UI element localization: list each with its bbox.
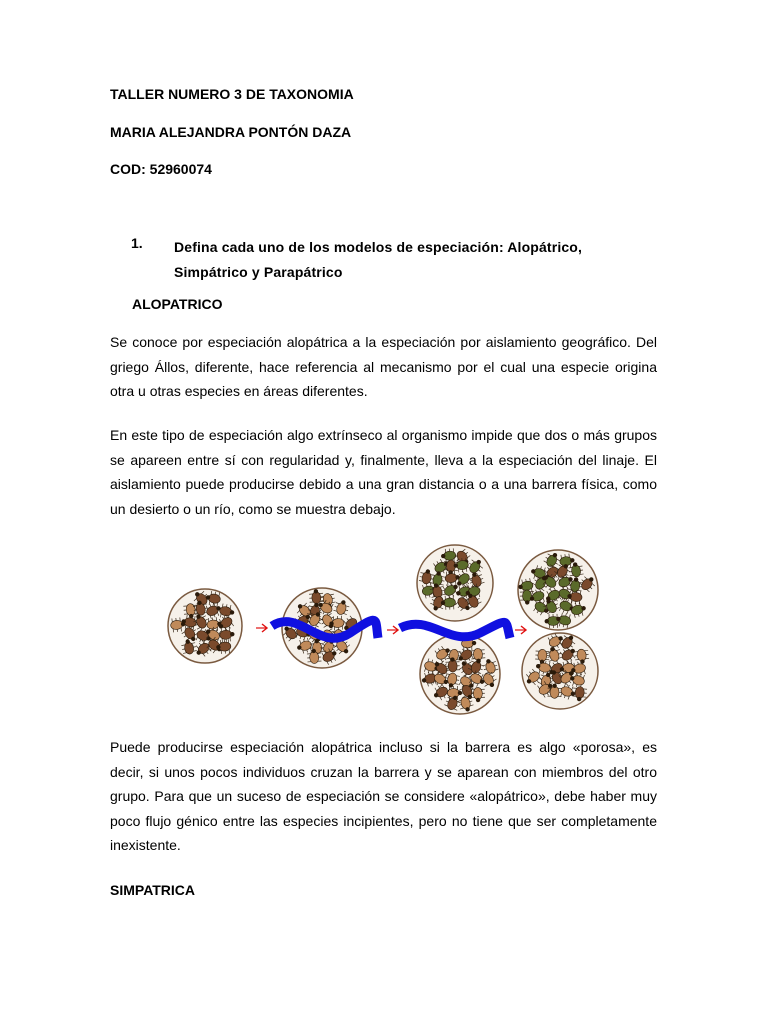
population-circle (522, 631, 598, 709)
author-name: MARIA ALEJANDRA PONTÓN DAZA (110, 124, 352, 140)
student-code: COD: 52960074 (110, 161, 212, 177)
speciation-figure (160, 538, 610, 720)
arrow-right-icon (256, 624, 267, 632)
population-circle (168, 588, 242, 663)
question-number: 1. (131, 235, 143, 251)
population-circle (517, 550, 598, 630)
river-barrier (400, 622, 510, 638)
population-circle (420, 634, 500, 714)
doc-title: TALLER NUMERO 3 DE TAXONOMIA (110, 86, 354, 102)
paragraph-2: En este tipo de especiación algo extrínseco al organismo impide que dos o más grupos se apareen entre sí con regularidad y, finalmente, lleva a la especiación del linaje. El aislamiento puede producirse debido a una gran distancia o a una barrera física, como un desierto o un río, como se muestra debajo. (110, 427, 657, 517)
heading-alopatrico: ALOPATRICO (132, 296, 223, 312)
paragraph-1: Se conoce por especiación alopátrica a la especiación por aislamiento geográfico. Del griego Állos, diferente, hace referencia al mecanismo por el cual una especie origina otra u otras especies en áreas diferentes. (110, 334, 657, 399)
heading-simpatrica: SIMPATRICA (110, 882, 196, 898)
question-text: Defina cada uno de los modelos de especiación: Alopátrico, Simpátrico y Parapátrico (174, 239, 583, 280)
arrow-right-icon (515, 626, 526, 634)
paragraph-3: Puede producirse especiación alopátrica incluso si la barrera es algo «porosa», es decir, si unos pocos individuos cruzan la barrera y se aparean con miembros del otro grupo. Para que un suceso de especiación se considere «alopátrico», debe haber muy poco flujo génico entre las especies incipientes, pero no tiene que ser completamente inexistente. (110, 739, 657, 853)
population-circle (417, 545, 493, 621)
arrow-right-icon (387, 626, 398, 634)
